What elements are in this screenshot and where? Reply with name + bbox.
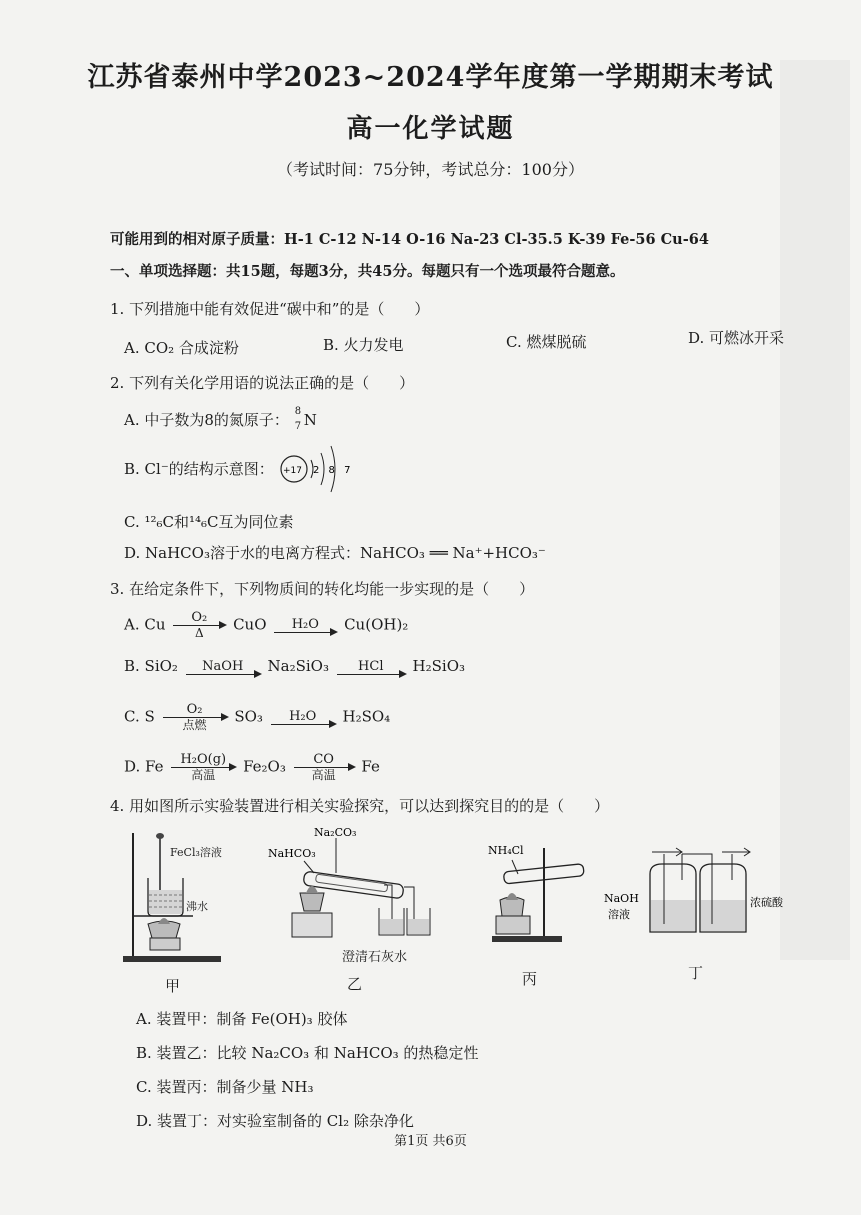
q4-option-d: D. 装置丁：对实验室制备的 Cl₂ 除杂净化 xyxy=(136,1112,414,1130)
q3-c-mid: SO₃ xyxy=(234,707,263,726)
q4-stem: 4. 用如图所示实验装置进行相关实验探究，可以达到探究目的的是（ ） xyxy=(110,797,610,815)
q4-option-c: C. 装置丙：制备少量 NH₃ xyxy=(136,1078,314,1096)
reaction-arrow xyxy=(163,703,227,732)
q2-a-symbol: N xyxy=(303,411,317,429)
apparatus-bing xyxy=(482,838,592,948)
q4-option-b: B. 装置乙：比较 Na₂CO₃ 和 NaHCO₃ 的热稳定性 xyxy=(136,1044,479,1062)
q1-stem: 1. 下列措施中能有效促进“碳中和”的是（ ） xyxy=(110,300,430,318)
arrow-reagent: HCl xyxy=(358,658,384,674)
fig-ding-label: 丁 xyxy=(688,964,704,982)
apparatus-yi xyxy=(264,823,434,963)
q1-option-c: C. 燃煤脱硫 xyxy=(506,333,587,351)
page-footer: 第1页 共6页 xyxy=(394,1134,467,1149)
yi-top-label: Na₂CO₃ xyxy=(314,826,357,839)
q3-d-end: Fe xyxy=(361,757,380,776)
q3-c-end: H₂SO₄ xyxy=(342,707,391,726)
arrow-reagent: O₂ xyxy=(191,610,208,625)
arrow-condition: Δ xyxy=(194,626,204,640)
q3-b-end: H₂SiO₃ xyxy=(412,657,466,675)
reaction-arrow xyxy=(274,618,336,633)
q2-option-b xyxy=(124,458,274,479)
exam-title: 江苏省泰州中学2023~2024学年度第一学期期末考试 xyxy=(87,62,774,93)
q1-option-d: D. 可燃冰开采 xyxy=(688,329,785,347)
q1-option-b: B. 火力发电 xyxy=(323,336,404,354)
ding-left-label: NaOH xyxy=(604,892,639,905)
q2-option-c: C. ¹²₆C和¹⁴₆C互为同位素 xyxy=(124,513,294,531)
section-heading: 一、单项选择题：共15题，每题3分，共45分。每题只有一个选项最符合题意。 xyxy=(110,263,625,280)
arrow-reagent: H₂O xyxy=(289,709,317,724)
q3-b-start: B. SiO₂ xyxy=(124,657,178,675)
arrow-reagent: H₂O(g) xyxy=(180,752,227,767)
arrow-reagent: H₂O xyxy=(291,617,319,632)
q1-option-a: A. CO₂ 合成淀粉 xyxy=(124,339,239,357)
reaction-arrow xyxy=(271,710,335,725)
q4-option-a: A. 装置甲：制备 Fe(OH)₃ 胶体 xyxy=(136,1010,348,1028)
apparatus-ding xyxy=(604,844,784,939)
arrow-reagent: NaOH xyxy=(202,658,244,674)
exam-info: （考试时间：75分钟，考试总分：100分） xyxy=(277,160,584,179)
q3-d-mid: Fe₂O₃ xyxy=(243,757,286,776)
q3-option-b xyxy=(124,657,465,675)
q2-b-text: B. Cl⁻的结构示意图： xyxy=(124,460,274,478)
reaction-arrow xyxy=(186,660,260,675)
reaction-arrow xyxy=(337,660,405,675)
cl-ion-structure-diagram xyxy=(275,440,355,498)
nucleus-charge: +17 xyxy=(283,466,302,476)
reaction-arrow xyxy=(173,611,225,640)
q3-option-d xyxy=(124,753,380,782)
scan-shadow xyxy=(780,60,850,960)
q3-a-mid: CuO xyxy=(233,615,267,634)
atomic-masses: 可能用到的相对原子质量：H-1 C-12 N-14 O-16 Na-23 Cl-35.5 K-39 Fe-56 Cu-64 xyxy=(110,231,709,248)
shell-electrons: 2 8 7 xyxy=(313,465,354,476)
q3-d-start: D. Fe xyxy=(124,757,164,776)
q3-option-a xyxy=(124,611,408,640)
arrow-reagent: CO xyxy=(313,752,334,767)
nuclide-notation xyxy=(294,406,304,432)
q3-c-start: C. S xyxy=(124,707,155,726)
q2-a-atomic-number: 7 xyxy=(294,421,302,432)
jia-reagent-label: FeCl₃溶液 xyxy=(170,846,222,859)
q3-stem: 3. 在给定条件下，下列物质间的转化均能一步实现的是（ ） xyxy=(110,580,535,598)
q3-a-end: Cu(OH)₂ xyxy=(344,615,409,634)
fig-jia-label: 甲 xyxy=(165,977,181,995)
exam-subtitle: 高一化学试题 xyxy=(346,114,515,144)
arrow-condition: 高温 xyxy=(191,768,216,782)
ding-right-label: 浓硫酸 xyxy=(750,896,783,909)
q3-option-c xyxy=(124,703,390,732)
yi-bottom-label: 澄清石灰水 xyxy=(342,950,408,965)
apparatus-jia xyxy=(118,828,228,970)
yi-left-label: NaHCO₃ xyxy=(268,847,316,860)
jia-liquid-label: 沸水 xyxy=(186,900,208,913)
fig-bing-label: 丙 xyxy=(522,970,538,988)
arrow-reagent: O₂ xyxy=(186,702,203,717)
ding-left2-label: 溶液 xyxy=(608,908,630,921)
bing-reagent-label: NH₄Cl xyxy=(488,844,524,857)
q2-stem: 2. 下列有关化学用语的说法正确的是（ ） xyxy=(110,374,415,392)
reaction-arrow xyxy=(171,753,235,782)
reaction-arrow xyxy=(294,753,354,782)
q2-a-text: A. 中子数为8的氮原子： xyxy=(124,411,289,429)
q3-a-start: A. Cu xyxy=(124,615,166,634)
q3-b-mid: Na₂SiO₃ xyxy=(267,657,329,675)
fig-yi-label: 乙 xyxy=(347,975,363,993)
arrow-condition: 高温 xyxy=(311,768,336,782)
arrow-condition: 点燃 xyxy=(182,718,207,732)
q2-option-a xyxy=(124,406,317,432)
q2-option-d: D. NaHCO₃溶于水的电离方程式：NaHCO₃ ══ Na⁺+HCO₃⁻ xyxy=(124,544,546,562)
q2-a-mass-number: 8 xyxy=(294,406,302,417)
